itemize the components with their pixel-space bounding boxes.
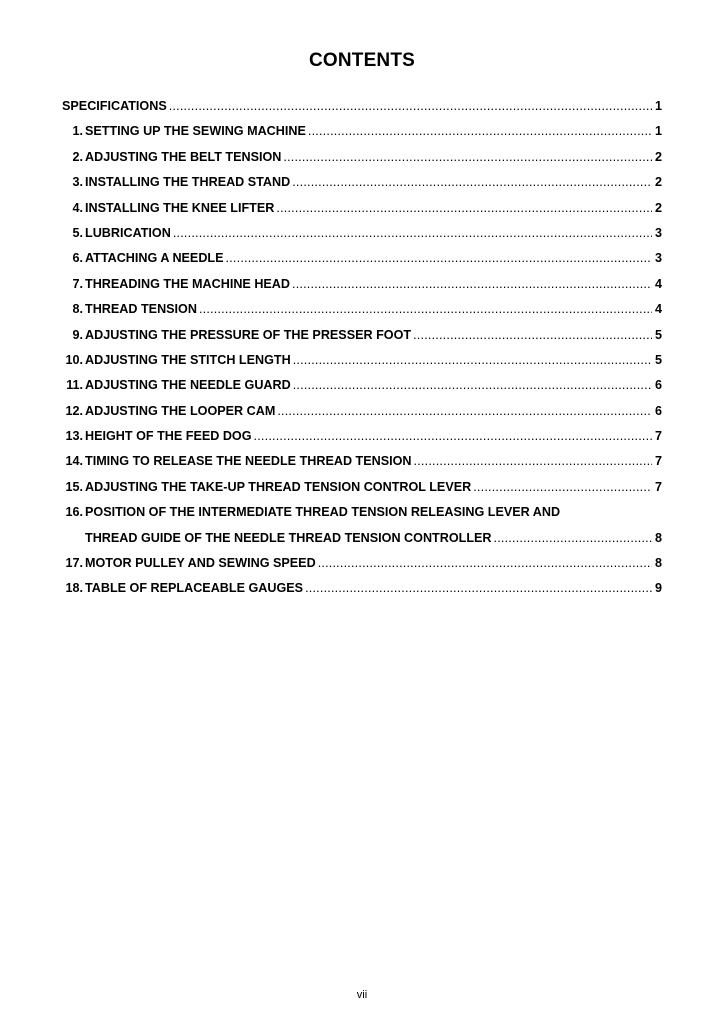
toc-entry-title: LUBRICATION (85, 225, 171, 240)
toc-entry-number: 9. (72, 327, 83, 342)
table-of-contents (62, 97, 662, 605)
toc-entry[interactable] (62, 452, 662, 477)
toc-entry-number: 15. (65, 479, 83, 494)
toc-entry-line (85, 503, 662, 521)
toc-entry-title: INSTALLING THE THREAD STAND (85, 175, 291, 190)
toc-entry-title-continued: THREAD GUIDE OF THE NEEDLE THREAD TENSION CONTROLLER (85, 530, 492, 545)
toc-entry-page: 7 (654, 454, 662, 469)
toc-entry-line (85, 224, 662, 242)
toc-entry-line (85, 173, 662, 191)
toc-entry[interactable] (62, 275, 662, 300)
dot-leader (308, 122, 652, 140)
toc-entry-title: TABLE OF REPLACEABLE GAUGES (85, 581, 304, 596)
toc-entry-page: 8 (654, 556, 662, 571)
toc-entry[interactable] (62, 402, 662, 427)
toc-entry-line (85, 402, 662, 420)
toc-entry-page: 1 (654, 99, 662, 113)
toc-entry-title: SPECIFICATIONS (62, 99, 167, 113)
toc-entry-page: 5 (654, 352, 662, 367)
dot-leader (169, 97, 652, 115)
toc-entry-number: 14. (65, 454, 83, 469)
toc-entry-title: THREAD TENSION (85, 302, 197, 317)
toc-entry-number: 4. (72, 200, 83, 215)
toc-entry[interactable] (62, 326, 662, 351)
toc-entry-page: 3 (654, 251, 662, 266)
toc-entry-line (85, 427, 662, 445)
toc-entry[interactable] (62, 97, 662, 122)
dot-leader (305, 579, 652, 597)
toc-entry-line (85, 122, 662, 140)
toc-entry-number: 8. (72, 302, 83, 317)
toc-entry-line (85, 199, 662, 217)
toc-entry-title: ADJUSTING THE LOOPER CAM (85, 403, 276, 418)
toc-entry-page: 6 (654, 378, 662, 393)
toc-entry-line (85, 478, 662, 496)
dot-leader (494, 529, 652, 547)
toc-entry-line (85, 275, 662, 293)
toc-entry[interactable] (62, 199, 662, 224)
toc-entry-number: 3. (72, 175, 83, 190)
toc-entry-page: 7 (654, 479, 662, 494)
toc-entry-page: 7 (654, 429, 662, 444)
toc-entry-number: 1. (72, 124, 83, 139)
toc-entry[interactable] (62, 224, 662, 249)
toc-entry-page: 2 (654, 175, 662, 190)
toc-entry-page: 2 (654, 200, 662, 215)
toc-entry-line (85, 148, 662, 166)
dot-leader (473, 478, 652, 496)
toc-entry-page: 9 (654, 581, 662, 596)
dot-leader (283, 148, 652, 166)
toc-entry-number: 6. (72, 251, 83, 266)
toc-entry-number: 7. (72, 276, 83, 291)
toc-entry-number: 2. (72, 149, 83, 164)
toc-entry-number: 11. (66, 378, 83, 393)
toc-entry-number: 18. (65, 581, 83, 596)
toc-entry[interactable] (62, 148, 662, 173)
dot-leader (226, 249, 652, 267)
toc-entry[interactable] (62, 376, 662, 401)
toc-entry-line (85, 249, 662, 267)
toc-entry-page: 2 (654, 149, 662, 164)
toc-entry-title: ADJUSTING THE STITCH LENGTH (85, 352, 291, 367)
dot-leader (276, 199, 652, 217)
toc-entry-title: ADJUSTING THE NEEDLE GUARD (85, 378, 291, 393)
toc-entry[interactable] (62, 249, 662, 274)
dot-leader (293, 351, 652, 369)
toc-entry-number: 12. (65, 403, 83, 418)
toc-entry-page: 1 (654, 124, 662, 139)
toc-entry-page: 5 (654, 327, 662, 342)
toc-entry-line (85, 579, 662, 597)
toc-entry-line (62, 97, 662, 115)
toc-entry[interactable] (62, 173, 662, 198)
toc-entry-number: 13. (65, 429, 83, 444)
dot-leader (318, 554, 652, 572)
dot-leader (277, 402, 652, 420)
toc-entry-line (85, 376, 662, 394)
toc-entry[interactable] (62, 554, 662, 579)
toc-entry-number: 16. (65, 505, 83, 520)
toc-entry-title: TIMING TO RELEASE THE NEEDLE THREAD TENSION (85, 454, 412, 469)
toc-entry-line (85, 554, 662, 572)
toc-entry-title: INSTALLING THE KNEE LIFTER (85, 200, 275, 215)
toc-entry-title: MOTOR PULLEY AND SEWING SPEED (85, 556, 316, 571)
toc-entry-title: ADJUSTING THE BELT TENSION (85, 149, 282, 164)
toc-entry-line-continued (85, 529, 662, 547)
toc-entry-number: 10. (65, 352, 83, 367)
toc-entry-title: ADJUSTING THE TAKE-UP THREAD TENSION CONTROL LEVER (85, 479, 472, 494)
toc-entry-number: 5. (72, 225, 83, 240)
toc-entry[interactable] (62, 478, 662, 503)
footer-page-number: vii (356, 989, 368, 1001)
toc-entry-line (85, 326, 662, 344)
toc-entry-page: 3 (654, 225, 662, 240)
toc-entry-number: 17. (65, 556, 83, 571)
toc-entry[interactable] (62, 427, 662, 452)
toc-entry[interactable] (62, 503, 662, 554)
dot-leader (254, 427, 652, 445)
toc-entry-title: THREADING THE MACHINE HEAD (85, 276, 290, 291)
toc-entry-title: ADJUSTING THE PRESSURE OF THE PRESSER FOOT (85, 327, 412, 342)
dot-leader (292, 173, 652, 191)
dot-leader (199, 300, 652, 318)
dot-leader (293, 376, 652, 394)
toc-entry-title: SETTING UP THE SEWING MACHINE (85, 124, 306, 139)
page-title: CONTENTS (308, 50, 416, 71)
toc-entry[interactable] (62, 122, 662, 147)
toc-entry-page: 8 (654, 530, 662, 545)
dot-leader (173, 224, 652, 242)
toc-entry-page: 4 (654, 276, 662, 291)
toc-entry-title: ATTACHING A NEEDLE (85, 251, 224, 266)
dot-leader (414, 452, 652, 470)
toc-entry-page: 6 (654, 403, 662, 418)
toc-entry-line (85, 300, 662, 318)
toc-entry[interactable] (62, 300, 662, 325)
toc-entry-title: HEIGHT OF THE FEED DOG (85, 429, 252, 444)
toc-entry[interactable] (62, 351, 662, 376)
toc-entry-page: 4 (654, 302, 662, 317)
dot-leader (292, 275, 652, 293)
dot-leader (413, 326, 652, 344)
toc-entry[interactable] (62, 579, 662, 604)
toc-entry-line (85, 452, 662, 470)
toc-entry-line (85, 351, 662, 369)
toc-entry-title: POSITION OF THE INTERMEDIATE THREAD TENSION RELEASING LEVER AND (85, 505, 561, 520)
